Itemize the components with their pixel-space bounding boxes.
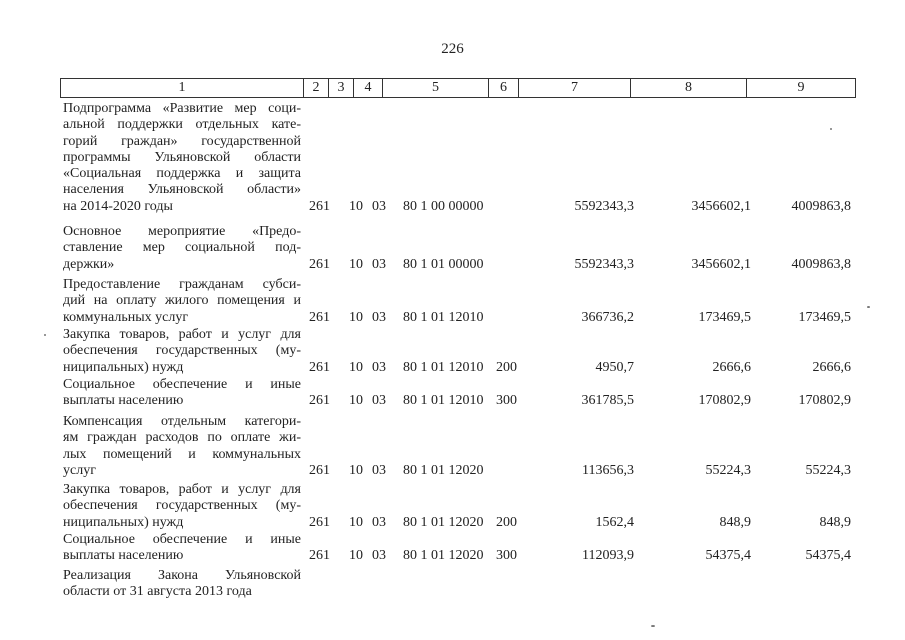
- header-col-3: 3: [329, 79, 354, 97]
- row-cell-c7: 5592343,3: [574, 256, 634, 272]
- header-col-1: 1: [61, 79, 304, 97]
- row-cell-c4: 03: [372, 309, 386, 325]
- description-line: дий на оплату жилого помещения и: [63, 293, 301, 309]
- scan-speck: [44, 334, 46, 336]
- description-line: услуг: [63, 462, 96, 478]
- row-cell-c5: 80 1 01 12010: [403, 393, 484, 409]
- row-cell-c9: 173469,5: [798, 309, 851, 325]
- row-cell-c4: 03: [372, 514, 386, 530]
- row-cell-c5: 80 1 01 12010: [403, 309, 484, 325]
- description-line: Социальное обеспечение и иные: [63, 532, 301, 547]
- row-cell-c7: 5592343,3: [574, 198, 634, 214]
- row-cell-c5: 80 1 01 12020: [403, 462, 484, 478]
- description-line: ниципальных) нужд: [63, 514, 184, 530]
- row-cell-c7: 361785,5: [581, 393, 634, 409]
- row-description: [63, 101, 301, 215]
- row-cell-c7: 366736,2: [581, 309, 634, 325]
- row-cell-c6: 300: [496, 548, 517, 564]
- row-cell-c9: 55224,3: [805, 462, 851, 478]
- row-cell-c3: 10: [349, 198, 363, 214]
- description-line: Закупка товаров, работ и услуг для: [63, 482, 301, 497]
- row-description: [63, 414, 301, 479]
- row-cell-c7: 1562,4: [595, 514, 634, 530]
- row-description: [63, 377, 301, 410]
- row-cell-c2: 261: [309, 514, 330, 530]
- row-cell-c6: 300: [496, 393, 517, 409]
- scan-speck: [651, 625, 655, 627]
- description-line: ям граждан расходов по оплате жи-: [63, 430, 301, 446]
- row-description: [63, 482, 301, 531]
- row-cell-c7: 113656,3: [582, 462, 634, 478]
- row-description: [63, 224, 301, 273]
- row-cell-c4: 03: [372, 256, 386, 272]
- row-cell-c9: 54375,4: [805, 548, 851, 564]
- row-cell-c8: 170802,9: [698, 393, 751, 409]
- row-cell-c8: 55224,3: [705, 462, 751, 478]
- row-cell-c4: 03: [372, 548, 386, 564]
- row-cell-c9: 848,9: [819, 514, 851, 530]
- description-line: выплаты населению: [63, 548, 184, 564]
- row-cell-c4: 03: [372, 198, 386, 214]
- row-cell-c5: 80 1 00 00000: [403, 198, 484, 214]
- description-line: альной поддержки отдельных кате-: [63, 117, 301, 133]
- row-cell-c6: 200: [496, 359, 517, 375]
- description-line: выплаты населению: [63, 393, 184, 409]
- row-cell-c3: 10: [349, 393, 363, 409]
- row-cell-c3: 10: [349, 256, 363, 272]
- scan-speck: [830, 128, 832, 130]
- description-line: обеспечения государственных (му-: [63, 343, 301, 359]
- row-cell-c6: 200: [496, 514, 517, 530]
- page-number: 226: [441, 41, 464, 57]
- row-cell-c5: 80 1 01 12020: [403, 548, 484, 564]
- row-description: [63, 568, 301, 601]
- header-col-7: 7: [519, 79, 631, 97]
- row-cell-c2: 261: [309, 359, 330, 375]
- header-col-2: 2: [304, 79, 329, 97]
- row-cell-c3: 10: [349, 514, 363, 530]
- row-cell-c4: 03: [372, 359, 386, 375]
- row-cell-c5: 80 1 01 12020: [403, 514, 484, 530]
- row-description: [63, 532, 301, 565]
- row-cell-c7: 112093,9: [582, 548, 634, 564]
- row-cell-c2: 261: [309, 462, 330, 478]
- row-cell-c3: 10: [349, 462, 363, 478]
- description-line: держки»: [63, 256, 115, 272]
- row-cell-c7: 4950,7: [595, 359, 634, 375]
- scan-speck: [867, 306, 870, 308]
- description-line: Основное мероприятие «Предо-: [63, 224, 301, 239]
- description-line: ниципальных) нужд: [63, 359, 184, 375]
- description-line: на 2014-2020 годы: [63, 198, 173, 214]
- description-line: Закупка товаров, работ и услуг для: [63, 327, 301, 342]
- description-line: ставление мер социальной под-: [63, 240, 301, 256]
- row-cell-c8: 3456602,1: [691, 198, 751, 214]
- row-cell-c4: 03: [372, 393, 386, 409]
- description-line: обеспечения государственных (му-: [63, 498, 301, 514]
- description-line: лых помещений и коммунальных: [63, 446, 301, 462]
- row-cell-c8: 54375,4: [705, 548, 751, 564]
- header-col-5: 5: [383, 79, 489, 97]
- row-cell-c9: 4009863,8: [791, 256, 851, 272]
- row-cell-c8: 173469,5: [698, 309, 751, 325]
- row-cell-c3: 10: [349, 548, 363, 564]
- row-cell-c4: 03: [372, 462, 386, 478]
- description-line: области от 31 августа 2013 года: [63, 584, 252, 600]
- row-cell-c9: 170802,9: [798, 393, 851, 409]
- row-cell-c2: 261: [309, 548, 330, 564]
- row-cell-c3: 10: [349, 309, 363, 325]
- header-col-4: 4: [354, 79, 383, 97]
- description-line: программы Ульяновской области: [63, 149, 301, 165]
- row-cell-c2: 261: [309, 256, 330, 272]
- description-line: Компенсация отдельным категори-: [63, 414, 301, 429]
- row-cell-c2: 261: [309, 198, 330, 214]
- description-line: Подпрограмма «Развитие мер соци-: [63, 101, 301, 116]
- description-line: горий граждан» государственной: [63, 133, 301, 149]
- description-line: населения Ульяновской области»: [63, 182, 301, 198]
- row-cell-c8: 2666,6: [712, 359, 751, 375]
- description-line: коммунальных услуг: [63, 309, 189, 325]
- header-col-8: 8: [631, 79, 747, 97]
- row-cell-c8: 848,9: [719, 514, 751, 530]
- description-line: «Социальная поддержка и защита: [63, 166, 301, 182]
- row-cell-c9: 4009863,8: [791, 198, 851, 214]
- header-col-6: 6: [489, 79, 519, 97]
- row-cell-c8: 3456602,1: [691, 256, 751, 272]
- description-line: Предоставление гражданам субси-: [63, 277, 301, 292]
- row-cell-c2: 261: [309, 309, 330, 325]
- table-header-row: [60, 78, 856, 98]
- description-line: Социальное обеспечение и иные: [63, 377, 301, 392]
- row-cell-c5: 80 1 01 00000: [403, 256, 484, 272]
- row-description: [63, 327, 301, 376]
- header-col-9: 9: [797, 80, 805, 95]
- description-line: Реализация Закона Ульяновской: [63, 568, 301, 583]
- row-description: [63, 277, 301, 326]
- row-cell-c3: 10: [349, 359, 363, 375]
- row-cell-c9: 2666,6: [812, 359, 851, 375]
- row-cell-c2: 261: [309, 393, 330, 409]
- row-cell-c5: 80 1 01 12010: [403, 359, 484, 375]
